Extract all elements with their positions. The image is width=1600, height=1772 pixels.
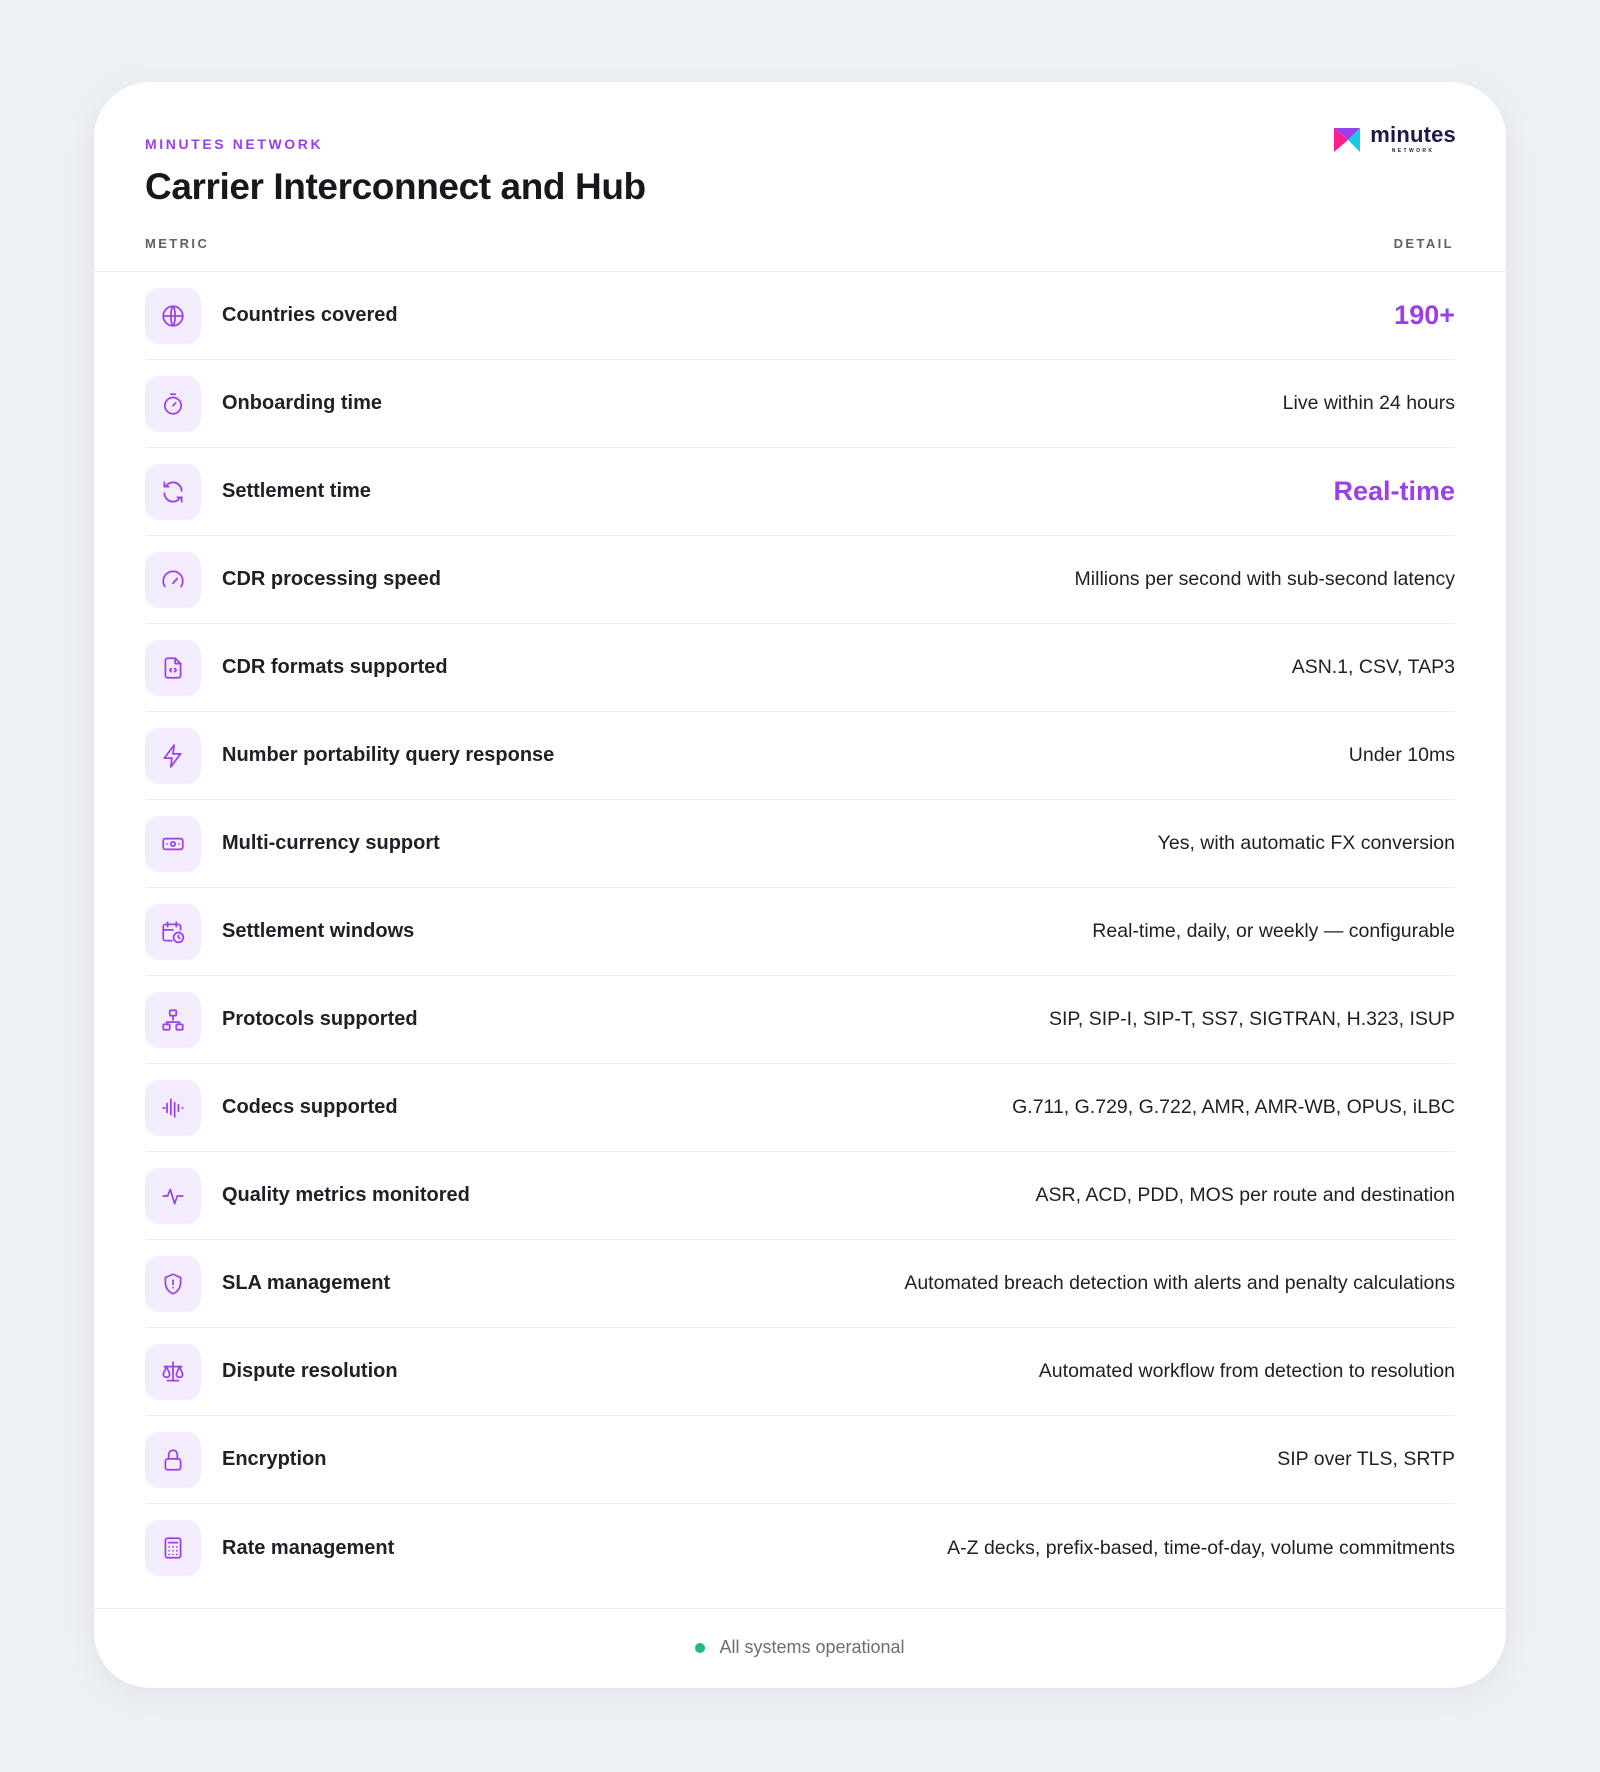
- metric-label: Encryption: [222, 1448, 327, 1470]
- metric-row-dispute: [145, 1328, 1455, 1416]
- logo-subword: NETWORK: [1391, 148, 1435, 154]
- metric-detail: SIP over TLS, SRTP: [1277, 1448, 1455, 1470]
- lightning-icon: [145, 728, 201, 784]
- metric-detail: Real-time, daily, or weekly — configurable: [1092, 920, 1455, 942]
- metric-detail: A-Z decks, prefix-based, time-of-day, volume commitments: [947, 1536, 1455, 1559]
- column-header-metric: METRIC: [145, 236, 210, 251]
- metric-row-sla: [145, 1240, 1455, 1328]
- lock-icon: [145, 1432, 201, 1488]
- column-header-detail: DETAIL: [1393, 236, 1454, 251]
- logo-mark-icon: [1332, 124, 1362, 154]
- metric-row-onboarding: [145, 360, 1455, 448]
- metric-detail: Yes, with automatic FX conversion: [1157, 832, 1455, 854]
- metric-label: Settlement windows: [222, 920, 415, 942]
- network-icon: [145, 992, 201, 1048]
- activity-icon: [145, 1168, 201, 1224]
- eyebrow: MINUTES NETWORK: [145, 136, 324, 152]
- metric-detail: Millions per second with sub-second latency: [1074, 568, 1455, 590]
- logo-word: minutes: [1370, 122, 1456, 147]
- metric-detail: G.711, G.729, G.722, AMR, AMR-WB, OPUS, iLBC: [1012, 1096, 1455, 1118]
- spec-card: [94, 82, 1506, 1688]
- globe-icon: [145, 288, 201, 344]
- metric-row-quality-metrics: [145, 1152, 1455, 1240]
- calendar-clock-icon: [145, 904, 201, 960]
- metric-label: SLA management: [222, 1272, 391, 1294]
- metric-detail: 190+: [1394, 300, 1455, 330]
- metric-row-countries: [145, 272, 1455, 360]
- page-title: Carrier Interconnect and Hub: [145, 166, 646, 207]
- metric-label: CDR processing speed: [222, 568, 441, 590]
- metric-label: Rate management: [222, 1536, 395, 1559]
- metric-detail: Under 10ms: [1348, 744, 1455, 766]
- metric-label: CDR formats supported: [222, 656, 448, 678]
- gauge-icon: [145, 552, 201, 608]
- metric-row-settlement-time: [145, 448, 1455, 536]
- metric-label: Protocols supported: [222, 1008, 418, 1030]
- status-text: All systems operational: [719, 1637, 905, 1657]
- metric-row-settlement-windows: [145, 888, 1455, 976]
- metric-detail: Real-time: [1333, 476, 1455, 506]
- calculator-icon: [145, 1520, 201, 1576]
- metric-detail: ASR, ACD, PDD, MOS per route and destination: [1035, 1184, 1455, 1206]
- metric-row-cdr-formats: [145, 624, 1455, 712]
- metric-detail: ASN.1, CSV, TAP3: [1291, 656, 1455, 678]
- metric-detail: Automated breach detection with alerts and penalty calculations: [904, 1272, 1455, 1294]
- metric-detail: SIP, SIP-I, SIP-T, SS7, SIGTRAN, H.323, ISUP: [1048, 1008, 1455, 1030]
- metric-label: Codecs supported: [222, 1096, 398, 1118]
- metric-list: [145, 272, 1455, 1592]
- footer-divider: [94, 1608, 1506, 1609]
- minutes-network-logo: [1332, 124, 1456, 154]
- metric-label: Multi-currency support: [222, 832, 440, 854]
- refresh-icon: [145, 464, 201, 520]
- metric-label: Number portability query response: [222, 744, 555, 766]
- metric-detail: Automated workflow from detection to resolution: [1038, 1360, 1455, 1382]
- status-indicator-dot: [695, 1643, 705, 1653]
- system-status: [94, 1637, 1506, 1658]
- metric-label: Countries covered: [222, 304, 398, 326]
- metric-label: Dispute resolution: [222, 1360, 398, 1382]
- stopwatch-icon: [145, 376, 201, 432]
- scale-icon: [145, 1344, 201, 1400]
- shield-alert-icon: [145, 1256, 201, 1312]
- banknote-icon: [145, 816, 201, 872]
- metric-label: Settlement time: [222, 480, 371, 502]
- metric-row-encryption: [145, 1416, 1455, 1504]
- metric-row-codecs: [145, 1064, 1455, 1152]
- file-code-icon: [145, 640, 201, 696]
- metric-row-multi-currency: [145, 800, 1455, 888]
- metric-detail: Live within 24 hours: [1282, 392, 1455, 414]
- metric-row-rate-management: [145, 1504, 1455, 1592]
- metric-row-cdr-speed: [145, 536, 1455, 624]
- metric-label: Onboarding time: [222, 392, 382, 414]
- metric-row-protocols: [145, 976, 1455, 1064]
- metric-label: Quality metrics monitored: [222, 1184, 470, 1206]
- audio-wave-icon: [145, 1080, 201, 1136]
- metric-row-number-portability: [145, 712, 1455, 800]
